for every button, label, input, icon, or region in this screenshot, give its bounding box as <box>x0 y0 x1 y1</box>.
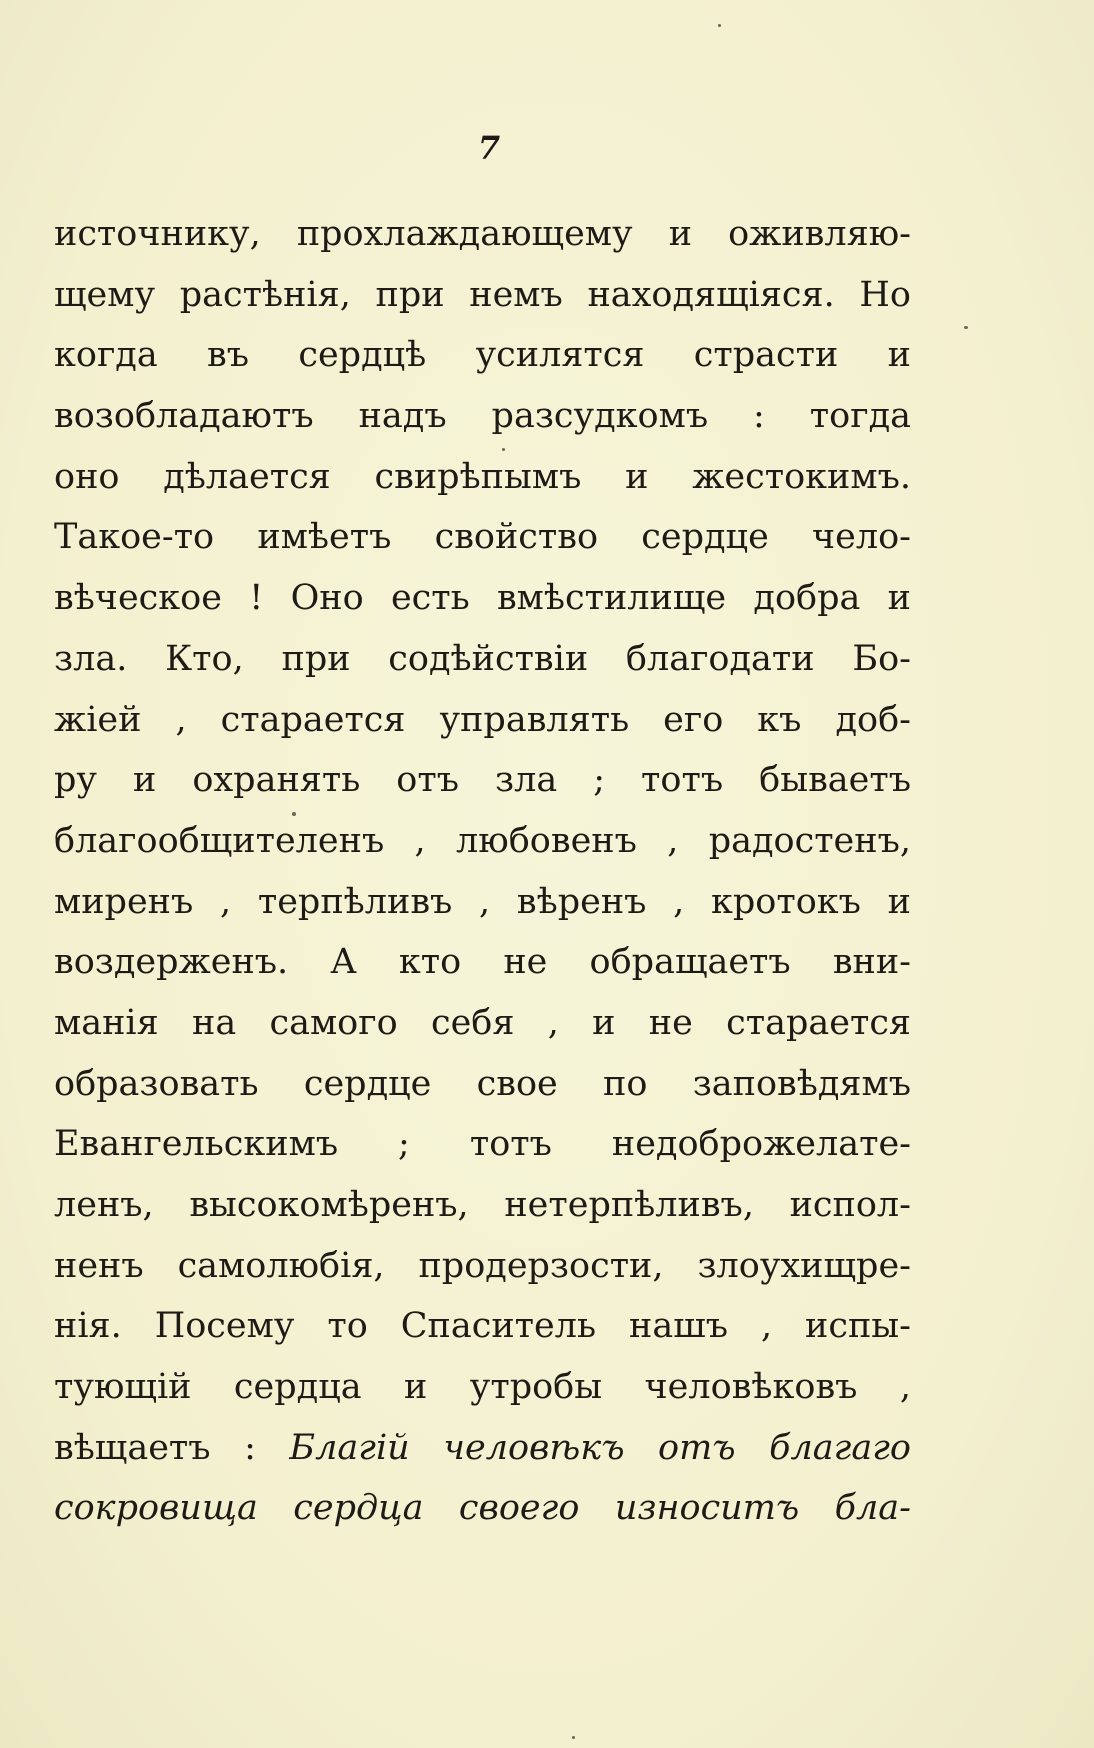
text-line: тующій сердца и утробы человѣковъ , <box>54 1367 911 1408</box>
text-line: оно дѣлается свирѣпымъ и жестокимъ. <box>54 456 911 497</box>
body-text <box>54 204 911 1539</box>
text-line: жіей , старается управлять его къ доб- <box>54 699 911 740</box>
paper-speck <box>718 24 721 27</box>
text-line: Такое-то имѣетъ свойство сердце чело- <box>54 517 911 558</box>
text-line: возобладаютъ надъ разсудкомъ : тогда <box>54 396 911 437</box>
text-line: миренъ , терпѣливъ , вѣренъ , кротокъ и <box>54 881 911 922</box>
text-italic-quote: Благій человѣкъ отъ благаго <box>289 1427 911 1468</box>
text-line: ру и охранять отъ зла ; тотъ бываетъ <box>54 760 911 801</box>
paper-speck <box>502 448 505 451</box>
text-line: когда въ сердцѣ усилятся страсти и <box>54 335 911 376</box>
text-line: образовать сердце свое по заповѣдямъ <box>54 1063 911 1104</box>
text-line-italic: сокровища сердца своего износитъ бла- <box>54 1488 911 1529</box>
text-line: ленъ, высокомѣренъ, нетерпѣливъ, испол- <box>54 1185 911 1225</box>
page-number: 7 <box>477 129 501 167</box>
text-line: вѣческое ! Оно есть вмѣстилище добра и <box>54 578 911 619</box>
text-line: зла. Кто, при содѣйствіи благодати Бо- <box>54 638 911 679</box>
paper-speck <box>964 326 968 329</box>
text-roman: вѣщаетъ : <box>54 1427 290 1468</box>
text-line: воздерженъ. А кто не обращаетъ вни- <box>54 942 911 983</box>
text-line: ненъ самолюбія, продерзости, злоухищре- <box>54 1245 911 1286</box>
text-line: манія на самого себя , и не старается <box>54 1002 911 1043</box>
text-line: источнику, прохлаждающему и оживляю- <box>54 214 911 254</box>
paper-speck <box>292 812 296 816</box>
paper-speck <box>572 1736 575 1739</box>
text-line: благообщителенъ , любовенъ , радостенъ, <box>54 820 911 861</box>
text-line: щему растѣнія, при немъ находящіяся. Но <box>54 274 911 315</box>
text-line: нія. Посему то Спаситель нашъ , испы- <box>54 1306 911 1347</box>
text-line: Евангельскимъ ; тотъ недоброжелате- <box>54 1124 911 1165</box>
text-line-mixed <box>54 1418 911 1479</box>
